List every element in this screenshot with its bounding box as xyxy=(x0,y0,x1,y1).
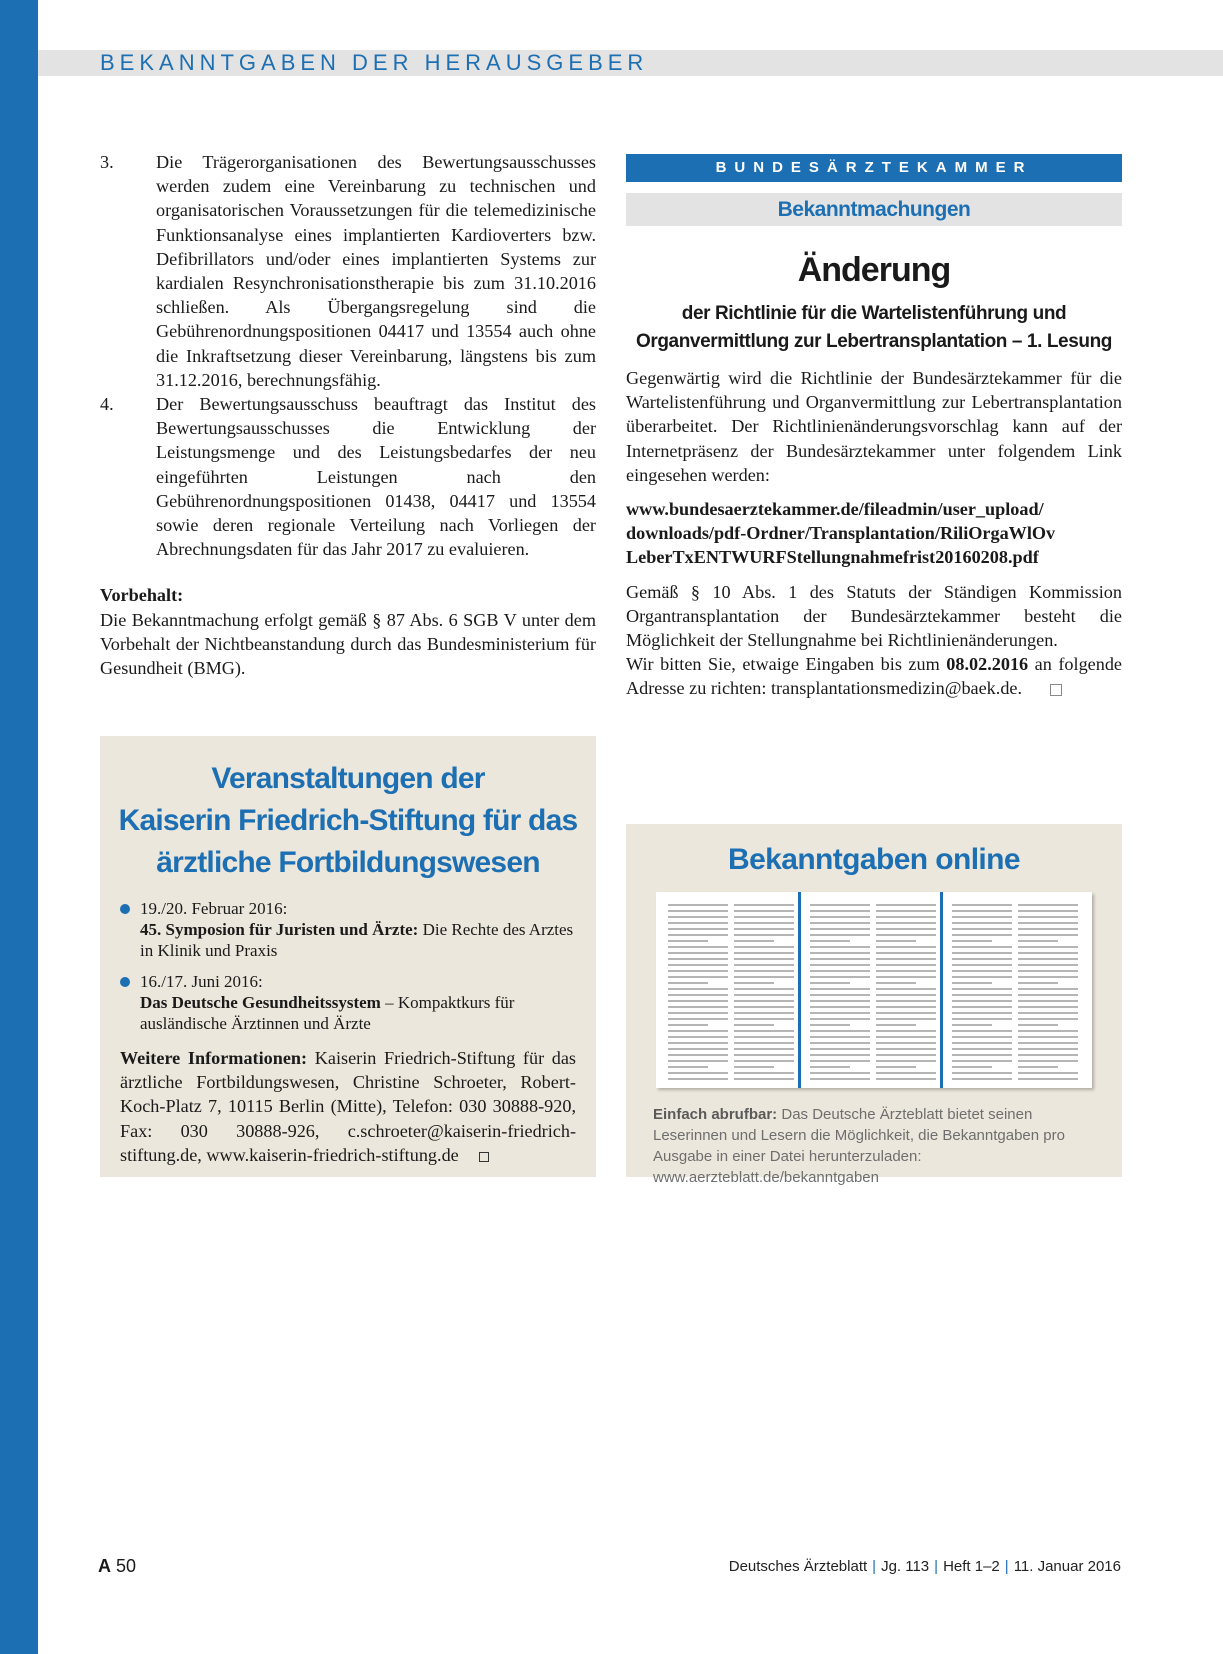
preview-text-line xyxy=(810,958,870,960)
preview-text-line xyxy=(668,958,728,960)
preview-text-line xyxy=(810,1066,850,1068)
preview-text-line xyxy=(952,928,1012,930)
preview-text-line xyxy=(876,1078,936,1080)
preview-text-line xyxy=(668,934,728,936)
more-info-text: Kaiserin Friedrich-Stiftung für das ärztliche Fortbildungswesen, Christine Schroeter, Robert-Koch-Platz 7, 10115 Berlin (Mitte), Telefon: 030 30888-920, Fax: 030 30888-926, c.schroeter@kaiserin-friedrich-stiftung.de, www.kaiserin-friedrich-stiftung.de xyxy=(120,1048,576,1165)
preview-text-line xyxy=(810,1000,870,1002)
preview-text-line xyxy=(1018,1018,1078,1020)
event-date: 16./17. Juni 2016: xyxy=(140,972,263,991)
preview-text-line xyxy=(876,1054,936,1056)
preview-text-line xyxy=(668,1024,708,1026)
preview-text-line xyxy=(876,1018,936,1020)
preview-text-line xyxy=(876,940,916,942)
preview-text-line xyxy=(668,946,728,948)
events-box-content xyxy=(100,884,596,1167)
preview-text-line xyxy=(734,1018,794,1020)
preview-text-line xyxy=(1018,1000,1078,1002)
item-number: 4. xyxy=(100,394,114,415)
preview-text-line xyxy=(734,970,794,972)
preview-text-line xyxy=(1018,928,1078,930)
preview-text-line xyxy=(952,922,1012,924)
preview-text-line xyxy=(876,928,936,930)
preview-text-line xyxy=(734,988,794,990)
preview-text-line xyxy=(734,1066,774,1068)
journal-name: Deutsches Ärzteblatt xyxy=(728,1558,868,1575)
preview-text-line xyxy=(952,946,1012,948)
preview-text-line xyxy=(952,1030,1012,1032)
deadline-date: 08.02.2016 xyxy=(946,654,1029,675)
preview-text-line xyxy=(1018,1072,1078,1074)
page-num: 50 xyxy=(111,1556,137,1576)
preview-text-line xyxy=(1018,1042,1078,1044)
preview-text-line xyxy=(668,910,728,912)
preview-text-line xyxy=(734,1024,774,1026)
preview-text-line xyxy=(734,976,794,978)
para3-pre: Wir bitten Sie, etwaige Eingaben bis zum xyxy=(626,654,947,675)
preview-text-line xyxy=(952,1054,1012,1056)
preview-text-line xyxy=(952,934,1012,936)
preview-text-line xyxy=(810,1036,870,1038)
preview-text-line xyxy=(876,982,916,984)
preview-text-line xyxy=(952,988,1012,990)
preview-text-line xyxy=(1018,994,1078,996)
preview-text-line xyxy=(876,994,936,996)
preview-text-line xyxy=(810,1024,850,1026)
preview-text-line xyxy=(810,916,870,918)
subtitle-line-1: der Richtlinie für die Wartelistenführung und xyxy=(681,303,1067,324)
preview-text-line xyxy=(668,970,728,972)
preview-text-line xyxy=(668,982,708,984)
preview-text-line xyxy=(810,1054,870,1056)
preview-text-line xyxy=(876,1048,936,1050)
preview-text-line xyxy=(810,934,870,936)
preview-page-divider xyxy=(940,892,943,1088)
events-box-title xyxy=(100,758,596,884)
event-item xyxy=(120,971,576,1034)
preview-text-line xyxy=(876,976,936,978)
preview-text-line xyxy=(1018,958,1078,960)
preview-text-line xyxy=(952,1012,1012,1014)
preview-text-line xyxy=(668,1072,728,1074)
preview-text-line xyxy=(952,1048,1012,1050)
events-title-line-2: Kaiserin Friedrich-Stiftung für das xyxy=(118,804,578,837)
preview-text-line xyxy=(668,1054,728,1056)
preview-text-line xyxy=(952,1000,1012,1002)
preview-text-line xyxy=(952,1072,1012,1074)
article-paragraph-2: Gemäß § 10 Abs. 1 des Statuts der Ständigen Kommission Organtransplantation der Bundesärztekammer besteht die Möglichkeit der Stellungnahme bei Richtlinienänderungen. xyxy=(626,581,1122,651)
link-line-3: LeberTxENTWURFStellungnahmefrist20160208.pdf xyxy=(626,547,1039,568)
preview-text-line xyxy=(1018,1024,1058,1026)
preview-text-line xyxy=(952,952,1012,954)
preview-text-line xyxy=(1018,1030,1078,1032)
preview-text-line xyxy=(876,952,936,954)
preview-text-line xyxy=(668,1042,728,1044)
preview-text-line xyxy=(810,1072,870,1074)
article-subtitle xyxy=(626,300,1122,356)
preview-text-line xyxy=(810,1012,870,1014)
right-column xyxy=(626,154,1122,701)
vorbehalt-heading: Vorbehalt: xyxy=(100,585,184,606)
preview-text-line xyxy=(810,946,870,948)
preview-text-line xyxy=(876,988,936,990)
bullet-icon xyxy=(120,977,130,987)
preview-text-line xyxy=(810,1078,870,1080)
preview-text-line xyxy=(810,1042,870,1044)
events-title-line-3: ärztliche Fortbildungswesen xyxy=(156,846,540,879)
preview-text-line xyxy=(810,976,870,978)
preview-text-line xyxy=(952,1078,1012,1080)
event-desc: Die Rechte des Arztes in Klinik und Praxis xyxy=(140,920,574,960)
events-title-line-1: Veranstaltungen der xyxy=(211,762,485,795)
preview-text-line xyxy=(734,934,794,936)
preview-text-line xyxy=(1018,946,1078,948)
item-number: 3. xyxy=(100,152,114,172)
preview-text-line xyxy=(668,940,708,942)
preview-text-line xyxy=(1018,1012,1078,1014)
preview-text-line xyxy=(1018,916,1078,918)
preview-text-line xyxy=(734,1060,794,1062)
preview-text-line xyxy=(810,964,870,966)
preview-text-line xyxy=(668,1060,728,1062)
preview-text-line xyxy=(668,1012,728,1014)
event-title: Das Deutsche Gesundheitssystem xyxy=(140,993,381,1012)
footer-citation: Deutsches Ärzteblatt | Jg. 113 | Heft 1–2 | 11. Januar 2016 xyxy=(728,1558,1121,1575)
left-column xyxy=(100,150,596,680)
preview-text-line xyxy=(1018,910,1078,912)
preview-page xyxy=(806,892,942,1088)
section-bar: Bekanntmachungen xyxy=(626,193,1122,226)
preview-text-line xyxy=(734,1012,794,1014)
preview-text-line xyxy=(1018,1060,1078,1062)
preview-text-line xyxy=(734,1078,794,1080)
page-prefix: A xyxy=(98,1556,111,1576)
preview-text-line xyxy=(668,964,728,966)
preview-text-line xyxy=(734,928,794,930)
caption-label: Einfach abrufbar: xyxy=(653,1106,778,1123)
preview-text-line xyxy=(810,1030,870,1032)
preview-text-line xyxy=(876,1006,936,1008)
preview-text-line xyxy=(668,976,728,978)
more-info xyxy=(120,1046,576,1167)
end-mark-icon xyxy=(479,1152,489,1162)
list-item xyxy=(100,392,596,561)
preview-text-line xyxy=(1018,976,1078,978)
preview-text-line xyxy=(876,946,936,948)
preview-text-line xyxy=(734,904,794,906)
preview-text-line xyxy=(876,1036,936,1038)
preview-text-line xyxy=(668,922,728,924)
preview-text-line xyxy=(810,1006,870,1008)
preview-text-line xyxy=(734,982,774,984)
preview-text-line xyxy=(952,976,1012,978)
preview-text-line xyxy=(734,910,794,912)
preview-text-line xyxy=(1018,922,1078,924)
preview-text-line xyxy=(876,922,936,924)
preview-text-line xyxy=(734,1030,794,1032)
event-date: 19./20. Februar 2016: xyxy=(140,899,288,918)
pages-preview-image xyxy=(656,892,1092,1088)
preview-text-line xyxy=(876,970,936,972)
preview-text-line xyxy=(952,1042,1012,1044)
item-text: Der Bewertungsausschuss beauftragt das Institut des Bewertungsausschusses die Entwicklung der Leistungsmenge und des Leistungsbedarfes der neu eingeführten Leistungen nach den Gebührenordnungspositionen 01438, 04417 und 13554 sowie deren regionale Verteilung nach Vorliegen der Abrechnungsdaten für das Jahr 2017 zu evaluieren. xyxy=(156,394,596,560)
preview-text-line xyxy=(668,952,728,954)
end-mark-icon xyxy=(1050,684,1062,696)
preview-text-line xyxy=(1018,904,1078,906)
preview-text-line xyxy=(1018,1078,1078,1080)
preview-text-line xyxy=(952,916,1012,918)
article-title: Änderung xyxy=(797,251,951,289)
preview-text-line xyxy=(734,1042,794,1044)
item-text: Die Trägerorganisationen des Bewertungsausschusses werden zudem eine Vereinbarung zu technischen und organisatorischen Voraussetzungen für die telemedizinische Funktionsanalyse eines implantierten Kardioverters bzw. Defibrillators und/oder eines implantierten Systems zur kardialen Resynchronisationstherapie bis zum 31.10.2016 schließen. Als Übergangsregelung sind die Gebührenordnungspositionen 04417 und 13554 auch ohne die Inkraftsetzung dieser Vereinbarung, längstens bis zum 31.12.2016, berechnungsfähig. xyxy=(156,152,596,390)
preview-text-line xyxy=(876,904,936,906)
preview-text-line xyxy=(1018,934,1078,936)
preview-text-line xyxy=(810,1048,870,1050)
preview-text-line xyxy=(810,988,870,990)
preview-text-line xyxy=(876,910,936,912)
preview-text-line xyxy=(876,1012,936,1014)
journal-date: 11. Januar 2016 xyxy=(1013,1558,1121,1575)
org-bar: BUNDESÄRZTEKAMMER xyxy=(626,154,1122,182)
preview-text-line xyxy=(1018,1066,1058,1068)
preview-text-line xyxy=(668,988,728,990)
preview-text-line xyxy=(810,928,870,930)
preview-text-line xyxy=(810,994,870,996)
preview-text-line xyxy=(952,964,1012,966)
journal-issue: Heft 1–2 xyxy=(943,1558,1000,1575)
preview-text-line xyxy=(734,1000,794,1002)
preview-text-line xyxy=(668,928,728,930)
online-box xyxy=(626,824,1122,1186)
event-title: 45. Symposion für Juristen und Ärzte: xyxy=(140,920,419,939)
preview-page xyxy=(948,892,1084,1088)
preview-text-line xyxy=(952,982,992,984)
preview-text-line xyxy=(1018,940,1058,942)
journal-volume: Jg. 113 xyxy=(881,1558,930,1575)
para3-post: an folgende Adresse zu richten: transplantationsmedizin@baek.de. xyxy=(626,654,1122,699)
left-color-bar xyxy=(0,0,38,1654)
preview-text-line xyxy=(668,1066,708,1068)
preview-text-line xyxy=(668,904,728,906)
preview-text-line xyxy=(876,958,936,960)
preview-text-line xyxy=(810,970,870,972)
preview-text-line xyxy=(810,904,870,906)
preview-text-line xyxy=(734,1048,794,1050)
preview-text-line xyxy=(1018,952,1078,954)
preview-text-line xyxy=(734,964,794,966)
document-link[interactable] xyxy=(626,497,1122,570)
list-item xyxy=(100,150,596,392)
preview-text-line xyxy=(952,1066,992,1068)
preview-text-line xyxy=(734,922,794,924)
article-paragraph-1: Gegenwärtig wird die Richtlinie der Bundesärztekammer für die Wartelistenführung und Organvermittlung zur Lebertransplantation überarbeitet. Der Richtlinienänderungsvorschlag kann auf der Internetpräsenz der Bundesärztekammer unter folgendem Link eingesehen werden: xyxy=(626,368,1122,485)
event-desc: – Kompaktkurs für ausländische Ärztinnen und Ärzte xyxy=(140,993,515,1033)
preview-text-line xyxy=(952,910,1012,912)
section-header-title: BEKANNTGABEN DER HERAUSGEBER xyxy=(100,50,649,75)
link-line-2: downloads/pdf-Ordner/Transplantation/RiliOrgaWlOv xyxy=(626,523,1056,544)
preview-text-line xyxy=(952,1036,1012,1038)
preview-text-line xyxy=(668,1078,728,1080)
online-box-caption xyxy=(653,1104,1103,1188)
preview-text-line xyxy=(952,1006,1012,1008)
link-line-1: www.bundesaerztekammer.de/fileadmin/user_upload/ xyxy=(626,499,1044,520)
preview-text-line xyxy=(952,940,992,942)
preview-text-line xyxy=(734,1036,794,1038)
preview-text-line xyxy=(952,1024,992,1026)
preview-text-line xyxy=(952,1018,1012,1020)
preview-text-line xyxy=(734,1054,794,1056)
preview-text-line xyxy=(1018,1036,1078,1038)
preview-text-line xyxy=(734,994,794,996)
preview-text-line xyxy=(876,1042,936,1044)
preview-text-line xyxy=(668,916,728,918)
online-box-title: Bekanntgaben online xyxy=(728,843,1020,876)
events-box xyxy=(100,736,596,1177)
preview-text-line xyxy=(876,1066,916,1068)
preview-text-line xyxy=(1018,988,1078,990)
preview-text-line xyxy=(810,922,870,924)
preview-text-line xyxy=(810,1060,870,1062)
caption-text: Das Deutsche Ärzteblatt bietet seinen Leserinnen und Lesern die Möglichkeit, die Bekanntgaben pro Ausgabe in einer Datei herunterzuladen: www.aerzteblatt.de/bekanntgaben xyxy=(653,1106,1065,1186)
preview-text-line xyxy=(952,958,1012,960)
preview-text-line xyxy=(668,994,728,996)
preview-text-line xyxy=(810,1018,870,1020)
preview-text-line xyxy=(1018,982,1058,984)
preview-text-line xyxy=(952,1060,1012,1062)
preview-text-line xyxy=(876,1072,936,1074)
preview-text-line xyxy=(952,970,1012,972)
preview-text-line xyxy=(734,952,794,954)
vorbehalt-section xyxy=(100,583,596,680)
preview-text-line xyxy=(876,1000,936,1002)
preview-text-line xyxy=(734,916,794,918)
preview-text-line xyxy=(952,904,1012,906)
preview-text-line xyxy=(876,934,936,936)
preview-text-line xyxy=(952,994,1012,996)
page-number xyxy=(98,1556,136,1577)
event-item xyxy=(120,898,576,961)
preview-page xyxy=(664,892,800,1088)
preview-text-line xyxy=(734,1072,794,1074)
preview-text-line xyxy=(668,1036,728,1038)
preview-text-line xyxy=(1018,1006,1078,1008)
preview-text-line xyxy=(1018,1054,1078,1056)
preview-text-line xyxy=(810,910,870,912)
preview-text-line xyxy=(810,940,850,942)
preview-text-line xyxy=(1018,964,1078,966)
more-info-label: Weitere Informationen: xyxy=(120,1048,308,1068)
preview-text-line xyxy=(668,1030,728,1032)
preview-text-line xyxy=(734,1006,794,1008)
preview-text-line xyxy=(810,982,850,984)
preview-text-line xyxy=(876,964,936,966)
subtitle-line-2: Organvermittlung zur Lebertransplantation – 1. Lesung xyxy=(635,331,1113,352)
preview-text-line xyxy=(668,1048,728,1050)
preview-text-line xyxy=(734,946,794,948)
preview-text-line xyxy=(668,1006,728,1008)
preview-text-line xyxy=(734,940,774,942)
preview-text-line xyxy=(876,1024,916,1026)
preview-text-line xyxy=(810,952,870,954)
preview-page-divider xyxy=(798,892,801,1088)
preview-text-line xyxy=(876,1030,936,1032)
preview-text-line xyxy=(1018,970,1078,972)
article-paragraph-3 xyxy=(626,652,1122,700)
preview-text-line xyxy=(668,1000,728,1002)
vorbehalt-text: Die Bekanntmachung erfolgt gemäß § 87 Abs. 6 SGB V unter dem Vorbehalt der Nichtbeanstandung durch das Bundesministerium für Gesundheit (BMG). xyxy=(100,609,596,679)
preview-text-line xyxy=(668,1018,728,1020)
preview-text-line xyxy=(734,958,794,960)
preview-text-line xyxy=(876,916,936,918)
bullet-icon xyxy=(120,904,130,914)
preview-text-line xyxy=(1018,1048,1078,1050)
preview-text-line xyxy=(876,1060,936,1062)
